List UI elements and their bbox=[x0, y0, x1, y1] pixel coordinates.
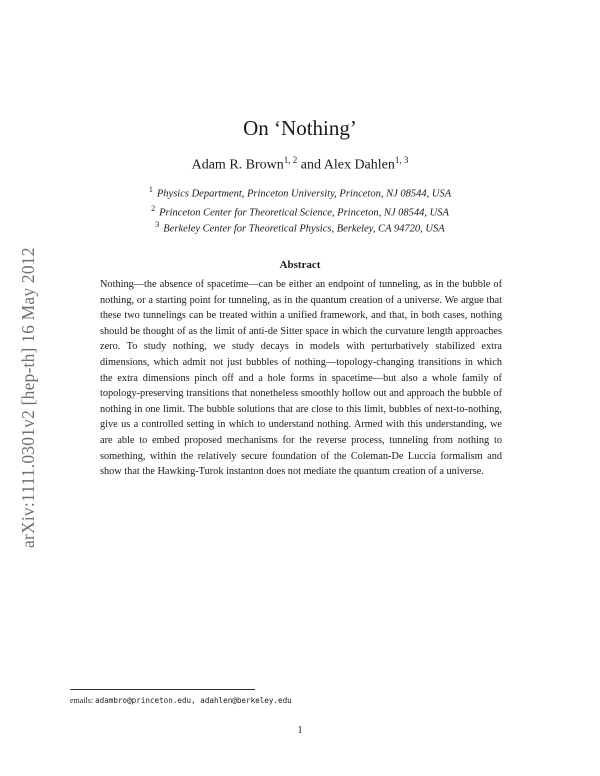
author-name: Adam R. Brown bbox=[191, 157, 284, 173]
author-line bbox=[0, 155, 600, 174]
footnote-emails bbox=[70, 696, 292, 705]
page-number: 1 bbox=[297, 725, 303, 736]
affiliation-2 bbox=[0, 204, 600, 219]
email-separator: , bbox=[191, 696, 201, 705]
affiliation-1 bbox=[0, 185, 600, 200]
abstract-body: Nothing—the absence of spacetime—can be either an endpoint of tunneling, as in the bubble of nothing, or a starting point for tunneling, as in the quantum creation of a universe. We argue that these two tunnelings can be treated within a unified framework, and that, in both cases, nothing should be thought of as the limit of anti-de Sitter space in which the curvature length approaches zero. To study nothing, we study decays in models with perturbatively stabilized extra dimensions, which admit not just bubbles of nothing—topology-changing transitions in which the extra dimensions pinch off and a hole forms in spacetime—but also a whole family of topology-preserving transitions that nonetheless smoothly hollow out and approach the bubble of nothing in one limit. The bubble solutions that are close to this limit, bubbles of next-to-nothing, give us a controlled setting in which to understand nothing. Armed with this understanding, we are able to embed proposed mechanisms for the reverse process, tunneling from nothing to something, within the relatively secure foundation of the Coleman-De Luccia formalism and show that the Hawking-Turok instanton does not mediate the quantum creation of a universe. bbox=[100, 279, 502, 478]
author-affiliation-marker: 1, 3 bbox=[394, 155, 409, 165]
abstract-heading: Abstract bbox=[279, 259, 321, 271]
affiliation-number: 3 bbox=[155, 220, 160, 229]
email-link[interactable]: adahlen@berkeley.edu bbox=[200, 696, 292, 705]
affiliation-3 bbox=[0, 220, 600, 235]
paper-title: On ‘Nothing’ bbox=[243, 116, 357, 140]
affiliation-text: Princeton Center for Theoretical Science, Princeton, NJ 08544, USA bbox=[159, 207, 449, 219]
author-affiliation-marker: 1, 2 bbox=[283, 155, 298, 165]
affiliation-number: 1 bbox=[148, 185, 153, 194]
footnote-label: emails: bbox=[70, 696, 96, 705]
affiliation-text: Physics Department, Princeton University, Princeton, NJ 08544, USA bbox=[156, 188, 452, 200]
email-link[interactable]: adambro@princeton.edu bbox=[95, 696, 192, 705]
affiliation-text: Berkeley Center for Theoretical Physics, Berkeley, CA 94720, USA bbox=[163, 223, 445, 235]
footnote-divider bbox=[70, 689, 255, 690]
author-joiner: and bbox=[297, 157, 324, 173]
affiliation-number: 2 bbox=[151, 204, 156, 213]
author-name: Alex Dahlen bbox=[323, 157, 395, 173]
arxiv-identifier-stamp: arXiv:1111.0301v2 [hep-th] 16 May 2012 bbox=[18, 247, 38, 548]
